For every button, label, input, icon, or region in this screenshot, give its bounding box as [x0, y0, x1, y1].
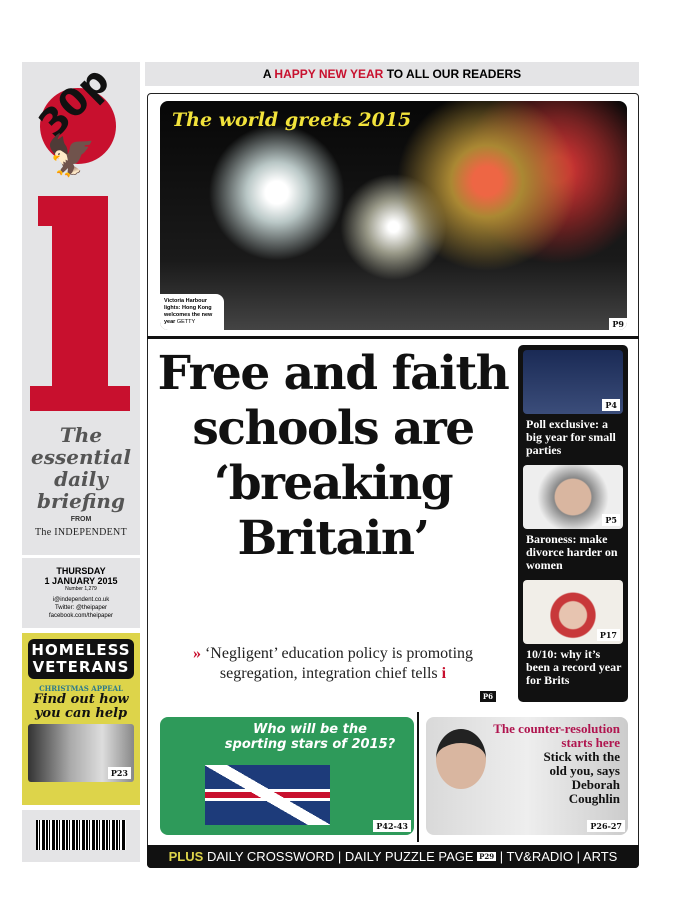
standfirst-text: ‘Negligent’ education policy is promoting segregation, integration chief tells	[204, 645, 474, 682]
sidebar-item[interactable]	[523, 350, 623, 457]
barcode	[22, 810, 140, 862]
divider	[147, 336, 639, 339]
appeal-text: Find out how you can help	[33, 692, 129, 721]
photo-caption	[160, 294, 224, 330]
divider	[417, 712, 419, 842]
logo-i-stem	[30, 196, 130, 411]
banner-highlight: HAPPY NEW YEAR	[274, 67, 384, 81]
from-label: FROM	[70, 516, 92, 523]
tagline-line: essential	[31, 445, 131, 469]
page-ref: P5	[602, 514, 620, 526]
column-promo[interactable]	[426, 717, 628, 835]
lead-headline[interactable]: Free and faith schools are ‘breaking Britain’	[157, 346, 509, 566]
column-kicker: The counter-resolution starts here	[493, 721, 620, 750]
lead-story	[150, 346, 516, 704]
page-ref: P26-27	[587, 820, 625, 832]
sidebar-item[interactable]	[523, 465, 623, 572]
sidebar-text: Baroness: make divorce harder on women	[526, 532, 618, 572]
logo-line: VETERANS	[32, 658, 130, 676]
page-ref: P17	[597, 629, 620, 641]
email-link[interactable]: i@independent.co.uk	[52, 597, 110, 603]
page-ref: P23	[108, 767, 131, 779]
footer-bar: PLUS DAILY CROSSWORD | DAILY PUZZLE PAGE P29 | TV&RADIO | ARTS	[147, 845, 639, 868]
sport-title: Who will be the sporting stars of 2015?	[224, 722, 396, 752]
footer-item[interactable]: ARTS	[582, 849, 618, 864]
column-text-block	[470, 722, 620, 806]
caption-text: Victoria Harbour lights: Hong Kong welcomes the new year	[164, 298, 213, 325]
sidebar	[518, 345, 628, 702]
banner-suffix: TO ALL OUR READERS	[386, 67, 522, 81]
issue-number: Number 1,279	[65, 586, 97, 592]
twitter-link[interactable]: Twitter: @theipaper	[54, 605, 108, 611]
facebook-link[interactable]: facebook.com/theipaper	[48, 613, 114, 619]
sidebar-photo	[523, 580, 623, 644]
appeal-photo	[28, 724, 134, 782]
page-ref: P4	[602, 399, 620, 411]
date: 1 JANUARY 2015	[44, 576, 118, 586]
page-ref: P6	[480, 691, 496, 702]
banner-prefix: A	[262, 67, 272, 81]
footer-item[interactable]: DAILY PUZZLE PAGE	[344, 849, 474, 864]
tagline	[26, 424, 136, 512]
sidebar-photo	[523, 465, 623, 529]
sport-promo[interactable]	[160, 717, 414, 835]
union-flag-image	[205, 765, 330, 825]
footer-item[interactable]: DAILY CROSSWORD	[206, 849, 335, 864]
sidebar-item[interactable]	[523, 580, 623, 687]
tagline-line: daily	[54, 467, 108, 491]
tagline-line: briefing	[37, 489, 125, 513]
tagline-line: The	[59, 423, 103, 447]
appeal-logo	[28, 639, 134, 679]
sidebar-text: 10/10: why it’s been a record year for Brits	[526, 647, 622, 687]
brand-i-icon: i	[441, 665, 447, 682]
banner	[145, 62, 639, 86]
parent-title: The INDEPENDENT	[35, 527, 127, 538]
column-text: Stick with the old you, says Deborah Coughlin	[543, 749, 620, 806]
chevron-icon: »	[192, 645, 201, 662]
footer-item[interactable]: TV&RADIO	[506, 849, 574, 864]
photo-title: The world greets 2015	[172, 109, 412, 131]
photo-credit: GETTY	[176, 319, 196, 325]
price-label: 30p	[30, 58, 118, 146]
page-ref: P9	[609, 318, 627, 330]
appeal-promo[interactable]	[22, 633, 140, 805]
dateline	[22, 558, 140, 628]
plus-label: PLUS	[168, 849, 204, 864]
logo-line: HOMELESS	[31, 641, 131, 659]
sidebar-photo	[523, 350, 623, 414]
fireworks-photo[interactable]	[160, 101, 627, 330]
appeal-label: CHRISTMAS APPEAL	[39, 684, 123, 693]
sidebar-text: Poll exclusive: a big year for small parties	[526, 417, 616, 457]
page-ref: P29	[479, 852, 495, 861]
lead-standfirst	[150, 644, 516, 684]
day: THURSDAY	[56, 566, 106, 576]
eagle-icon: 🦅	[46, 134, 96, 178]
page-ref: P42-43	[373, 820, 411, 832]
